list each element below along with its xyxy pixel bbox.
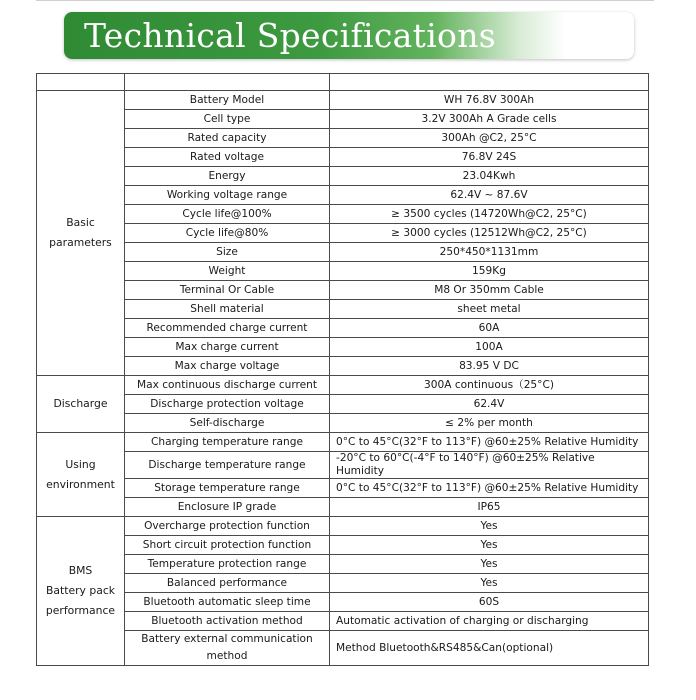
table-row [37,479,649,498]
group-label: parameters [49,236,112,249]
table-row [37,395,649,414]
table-row [37,574,649,593]
group-label: BMS [68,564,93,577]
table-row [37,376,649,395]
table-row [37,452,649,479]
table-row [37,281,649,300]
value-cell: 23.04Kwh [330,167,649,186]
param-cell: Cycle life@80% [125,224,330,243]
table-row [37,148,649,167]
param-cell: Cycle life@100% [125,205,330,224]
param-cell: Battery external communication method [125,631,330,666]
top-divider [36,0,654,1]
value-cell: Automatic activation of charging or discharging [330,612,649,631]
value-cell: ≥ 3500 cycles (14720Wh@C2, 25°C) [330,205,649,224]
table-row [37,357,649,376]
param-cell: Terminal Or Cable [125,281,330,300]
value-cell: 250*450*1131mm [330,243,649,262]
group-label: Using [65,457,96,471]
table-row [37,612,649,631]
value-cell: ≥ 3000 cycles (12512Wh@C2, 25°C) [330,224,649,243]
value-cell: Method Bluetooth&RS485&Can(optional) [330,631,649,666]
param-cell: Storage temperature range [125,479,330,498]
param-cell: Max continuous discharge current [125,376,330,395]
table-row [37,593,649,612]
param-cell: Battery Model [125,91,330,110]
value-cell: 83.95 V DC [330,357,649,376]
value-cell: IP65 [330,498,649,517]
param-cell: Discharge temperature range [125,452,330,479]
param-cell: Energy [125,167,330,186]
table-row [37,555,649,574]
table-row [37,338,649,357]
table-row [37,110,649,129]
table-row [37,433,649,452]
param-cell: Working voltage range [125,186,330,205]
value-cell: 3.2V 300Ah A Grade cells [330,110,649,129]
param-cell: Max charge voltage [125,357,330,376]
table-row [37,319,649,338]
param-cell: Overcharge protection function [125,517,330,536]
value-cell: WH 76.8V 300Ah [330,91,649,110]
value-cell: 0°C to 45°C(32°F to 113°F) @60±25% Relative Humidity [330,433,649,452]
group-discharge: Discharge [37,376,125,433]
page-title: Technical Specifications [84,16,497,55]
param-cell: Rated capacity [125,129,330,148]
param-cell: Rated voltage [125,148,330,167]
param-cell: Self-discharge [125,414,330,433]
header-cell [330,74,649,91]
value-cell: Yes [330,536,649,555]
value-cell: 300A continuous（25°C) [330,376,649,395]
value-cell: 62.4V [330,395,649,414]
table-row [37,498,649,517]
param-cell: Charging temperature range [125,433,330,452]
group-label: Battery pack [45,584,116,597]
value-cell: 60A [330,319,649,338]
param-cell: Temperature protection range [125,555,330,574]
table-row [37,243,649,262]
value-cell: 60S [330,593,649,612]
header-cell [37,74,125,91]
table-row [37,167,649,186]
table-row [37,414,649,433]
param-cell: Bluetooth activation method [125,612,330,631]
value-cell: sheet metal [330,300,649,319]
table-row [37,631,649,666]
value-cell: 100A [330,338,649,357]
table-row [37,517,649,536]
table-row [37,536,649,555]
title-banner [64,12,634,59]
table-row [37,129,649,148]
param-cell: Discharge protection voltage [125,395,330,414]
value-cell: 62.4V ~ 87.6V [330,186,649,205]
value-cell: M8 Or 350mm Cable [330,281,649,300]
group-bms-performance [37,517,125,666]
table-header-row [37,74,649,91]
param-cell: Max charge current [125,338,330,357]
value-cell: ≤ 2% per month [330,414,649,433]
group-basic-parameters [37,91,125,376]
value-cell: Yes [330,517,649,536]
group-using-environment [37,433,125,517]
param-cell: Shell material [125,300,330,319]
value-cell: -20°C to 60°C(-4°F to 140°F) @60±25% Relative Humidity [330,452,649,479]
param-cell: Enclosure IP grade [125,498,330,517]
value-cell: Yes [330,555,649,574]
param-cell: Short circuit protection function [125,536,330,555]
table-row [37,224,649,243]
param-cell: Weight [125,262,330,281]
table-row [37,91,649,110]
param-cell: Recommended charge current [125,319,330,338]
param-cell: Cell type [125,110,330,129]
table-row [37,205,649,224]
table-row [37,300,649,319]
group-label: environment [46,477,115,491]
value-cell: 76.8V 24S [330,148,649,167]
group-label: performance [45,604,116,617]
value-cell: Yes [330,574,649,593]
value-cell: 0°C to 45°C(32°F to 113°F) @60±25% Relative Humidity [330,479,649,498]
param-cell: Balanced performance [125,574,330,593]
value-cell: 300Ah @C2, 25°C [330,129,649,148]
group-label: Basic [66,216,95,229]
table-row [37,262,649,281]
param-cell: Bluetooth automatic sleep time [125,593,330,612]
param-cell: Size [125,243,330,262]
table-row [37,186,649,205]
value-cell: 159Kg [330,262,649,281]
header-cell [125,74,330,91]
spec-table [36,73,649,666]
